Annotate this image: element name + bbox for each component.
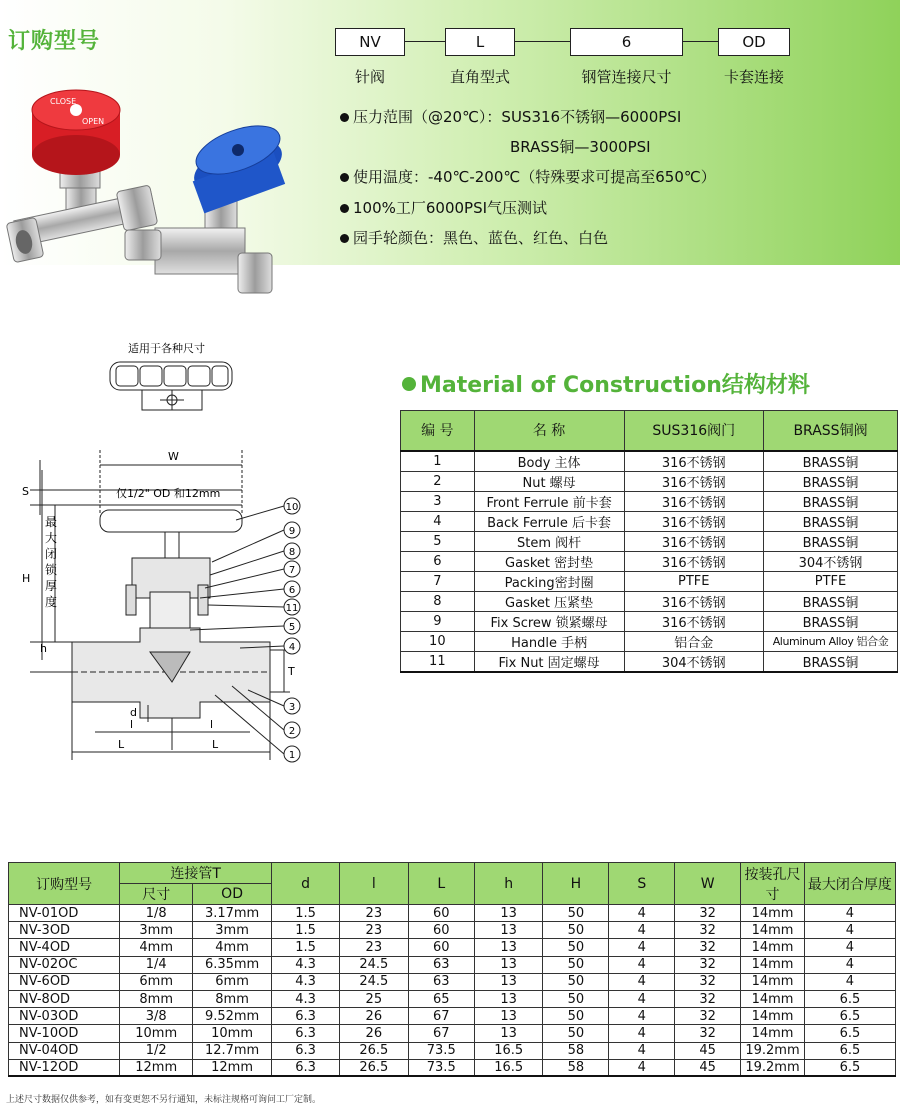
callout-numbers — [190, 498, 300, 762]
dimensions-cell: 4 — [609, 905, 675, 922]
col-H: H — [543, 863, 609, 905]
materials-cell: 4 — [401, 511, 475, 531]
svg-text:闭: 闭 — [45, 547, 58, 561]
note-half-inch: 仅1/2" OD 和12mm — [116, 487, 221, 500]
dimensions-cell: 14mm — [741, 905, 805, 922]
code-connector — [683, 41, 718, 42]
materials-cell: Packing密封圈 — [474, 571, 624, 591]
dimensions-cell: 4 — [804, 956, 895, 973]
dimensions-cell: 6.3 — [272, 1042, 340, 1059]
dimensions-cell: 32 — [675, 973, 741, 990]
col-model: 订购型号 — [9, 863, 120, 905]
dimensions-cell: 24.5 — [340, 973, 408, 990]
dimensions-cell: 67 — [408, 1025, 474, 1042]
materials-cell: BRASS铜 — [764, 591, 898, 611]
col-h: h — [474, 863, 542, 905]
dimensions-cell: NV-01OD — [9, 905, 120, 922]
materials-cell: Stem 阀杆 — [474, 531, 624, 551]
dimensions-cell: 16.5 — [474, 1042, 542, 1059]
callout-10 — [236, 498, 300, 520]
materials-cell: BRASS铜 — [764, 491, 898, 511]
dimensions-cell: 45 — [675, 1042, 741, 1059]
spec-test: 100%工厂6000PSI气压测试 — [340, 197, 547, 218]
dimensions-cell: 6.5 — [804, 990, 895, 1007]
dimensions-cell: 58 — [543, 1059, 609, 1076]
dimensions-cell: 14mm — [741, 990, 805, 1007]
dimensions-cell: 50 — [543, 1008, 609, 1025]
dimensions-cell: 4 — [609, 1008, 675, 1025]
dimensions-cell: 4 — [609, 1059, 675, 1076]
dimensions-cell: 6.35mm — [193, 956, 272, 973]
materials-cell: 9 — [401, 611, 475, 631]
dimensions-cell: 26 — [340, 1025, 408, 1042]
dimensions-cell: NV-10OD — [9, 1025, 120, 1042]
materials-cell: BRASS铜 — [764, 611, 898, 631]
dimensions-cell: NV-02OC — [9, 956, 120, 973]
dimensions-cell: 73.5 — [408, 1059, 474, 1076]
materials-row — [401, 511, 898, 531]
spec-colors: 园手轮颜色：黑色、蓝色、红色、白色 — [340, 227, 608, 248]
svg-text:4: 4 — [288, 642, 296, 653]
dimensions-cell: 4 — [609, 973, 675, 990]
materials-row — [401, 471, 898, 491]
dimensions-cell: 6.5 — [804, 1025, 895, 1042]
materials-cell: BRASS铜 — [764, 451, 898, 472]
dimensions-cell: 6.3 — [272, 1059, 340, 1076]
dimensions-cell: NV-3OD — [9, 922, 120, 939]
dimensions-cell: 4 — [609, 939, 675, 956]
materials-cell: Gasket 压紧垫 — [474, 591, 624, 611]
materials-cell: Body 主体 — [474, 451, 624, 472]
col-name: 名 称 — [474, 411, 624, 451]
dimensions-cell: 45 — [675, 1059, 741, 1076]
dimensions-cell: 4 — [609, 1025, 675, 1042]
callout-6 — [200, 581, 300, 598]
dimensions-cell: 8mm — [120, 990, 193, 1007]
dimensions-cell: 4.3 — [272, 956, 340, 973]
dimensions-cell: 50 — [543, 922, 609, 939]
materials-cell: Gasket 密封垫 — [474, 551, 624, 571]
svg-text:最: 最 — [45, 515, 58, 529]
dim-H: H — [22, 572, 31, 585]
dimensions-cell: 3mm — [120, 922, 193, 939]
dimensions-table — [8, 862, 896, 1077]
svg-text:2: 2 — [288, 726, 296, 737]
col-number: 编 号 — [401, 411, 475, 451]
dimensions-cell: 6.5 — [804, 1042, 895, 1059]
dim-h: h — [40, 642, 47, 655]
dim-S: S — [22, 485, 29, 498]
svg-text:8: 8 — [288, 547, 296, 558]
spec-temperature: 使用温度：-40℃-200℃（特殊要求可提高至650℃） — [340, 166, 716, 187]
materials-row — [401, 531, 898, 551]
materials-row — [401, 631, 898, 651]
col-tube: 连接管T — [120, 863, 272, 884]
svg-text:10: 10 — [285, 502, 299, 513]
materials-cell: Fix Nut 固定螺母 — [474, 651, 624, 672]
svg-text:锁: 锁 — [45, 563, 58, 577]
materials-row — [401, 551, 898, 571]
materials-row — [401, 591, 898, 611]
order-label-6: 钢管连接尺寸 — [581, 68, 672, 86]
dimensions-row — [9, 1059, 896, 1076]
materials-cell: Handle 手柄 — [474, 631, 624, 651]
dimensions-cell: 3/8 — [120, 1008, 193, 1025]
svg-text:厚: 厚 — [45, 579, 58, 593]
dim-W: W — [168, 450, 179, 463]
dimensions-cell: 8mm — [193, 990, 272, 1007]
materials-table — [400, 410, 898, 673]
materials-cell: 铝合金 — [624, 631, 764, 651]
dimensions-cell: 13 — [474, 1025, 542, 1042]
dimensions-cell: 14mm — [741, 956, 805, 973]
vertical-thickness-label — [45, 515, 58, 609]
dimensions-cell: 14mm — [741, 1008, 805, 1025]
materials-cell: 316不锈钢 — [624, 531, 764, 551]
col-sus316: SUS316阀门 — [624, 411, 764, 451]
spec-pressure: 压力范围（@20℃）：SUS316不锈钢—6000PSI — [340, 106, 681, 127]
dimensions-cell: 50 — [543, 905, 609, 922]
materials-table-body — [401, 451, 898, 672]
materials-header-row — [401, 411, 898, 451]
col-S: S — [609, 863, 675, 905]
materials-cell: PTFE — [764, 571, 898, 591]
dimensions-cell: 4 — [804, 922, 895, 939]
dim-L-right: L — [212, 738, 219, 751]
dimensions-row — [9, 905, 896, 922]
dimensions-cell: 14mm — [741, 939, 805, 956]
callout-11 — [208, 599, 300, 615]
materials-cell: 1 — [401, 451, 475, 472]
svg-text:7: 7 — [288, 565, 296, 576]
dimensions-row — [9, 1025, 896, 1042]
materials-cell: PTFE — [624, 571, 764, 591]
handle-close-text: CLOSE — [50, 97, 77, 106]
materials-cell: 316不锈钢 — [624, 451, 764, 472]
dimensions-cell: 10mm — [193, 1025, 272, 1042]
materials-cell: 304不锈钢 — [624, 651, 764, 672]
dimensions-cell: 14mm — [741, 973, 805, 990]
callout-5 — [190, 618, 300, 634]
dimensions-cell: 50 — [543, 939, 609, 956]
dimensions-cell: 12.7mm — [193, 1042, 272, 1059]
materials-cell: 11 — [401, 651, 475, 672]
dim-d: d — [130, 706, 137, 719]
dimensions-cell: 32 — [675, 990, 741, 1007]
materials-cell: Fix Screw 锁紧螺母 — [474, 611, 624, 631]
dimensions-cell: 50 — [543, 990, 609, 1007]
dimensions-cell: 32 — [675, 1025, 741, 1042]
dimensions-cell: 50 — [543, 973, 609, 990]
svg-text:5: 5 — [288, 622, 296, 633]
dimensions-cell: 23 — [340, 905, 408, 922]
dimensions-table-body — [9, 905, 896, 1077]
dim-L-left: L — [118, 738, 125, 751]
dimensions-cell: 6.3 — [272, 1008, 340, 1025]
dimensions-cell: 3.17mm — [193, 905, 272, 922]
dimensions-cell: NV-03OD — [9, 1008, 120, 1025]
dimensions-cell: 12mm — [120, 1059, 193, 1076]
dimensions-cell: 16.5 — [474, 1059, 542, 1076]
dimensions-cell: 13 — [474, 939, 542, 956]
materials-cell: 316不锈钢 — [624, 511, 764, 531]
dimensions-cell: 60 — [408, 905, 474, 922]
dimensions-cell: 6mm — [120, 973, 193, 990]
dimensions-cell: 4 — [609, 956, 675, 973]
dimensions-cell: 1/4 — [120, 956, 193, 973]
col-l: l — [340, 863, 408, 905]
order-label-od: 卡套连接 — [723, 68, 784, 86]
materials-cell: 6 — [401, 551, 475, 571]
materials-cell: 304不锈钢 — [764, 551, 898, 571]
materials-cell: 316不锈钢 — [624, 491, 764, 511]
materials-row — [401, 451, 898, 472]
dimensions-cell: 63 — [408, 956, 474, 973]
dimensions-cell: 32 — [675, 956, 741, 973]
dimensions-cell: 26.5 — [340, 1042, 408, 1059]
knob-top-view — [110, 362, 232, 410]
dimensions-cell: 13 — [474, 905, 542, 922]
materials-cell: 316不锈钢 — [624, 591, 764, 611]
dimensions-cell: 4mm — [120, 939, 193, 956]
dimensions-cell: NV-6OD — [9, 973, 120, 990]
col-size: 尺寸 — [120, 884, 193, 905]
dimensions-cell: NV-4OD — [9, 939, 120, 956]
spec-pressure-brass: BRASS铜—3000PSI — [510, 138, 651, 156]
dimensions-cell: 50 — [543, 956, 609, 973]
materials-cell: 3 — [401, 491, 475, 511]
materials-cell: 316不锈钢 — [624, 551, 764, 571]
dimensions-cell: 63 — [408, 973, 474, 990]
dim-T: T — [288, 665, 295, 678]
dimensions-cell: 14mm — [741, 1025, 805, 1042]
col-d: d — [272, 863, 340, 905]
materials-cell: 316不锈钢 — [624, 471, 764, 491]
order-code-l: L — [445, 28, 515, 56]
dimensions-cell: 58 — [543, 1042, 609, 1059]
dimensions-row — [9, 939, 896, 956]
materials-cell: BRASS铜 — [764, 531, 898, 551]
knob-caption: 适用于各种尺寸 — [128, 342, 205, 355]
dimensions-cell: 10mm — [120, 1025, 193, 1042]
dimensions-cell: 4.3 — [272, 990, 340, 1007]
svg-text:6: 6 — [288, 585, 296, 596]
dimensions-cell: 13 — [474, 990, 542, 1007]
materials-row — [401, 611, 898, 631]
dimensions-cell: 23 — [340, 922, 408, 939]
svg-text:1: 1 — [288, 750, 296, 761]
dimensions-cell: 19.2mm — [741, 1059, 805, 1076]
materials-cell: BRASS铜 — [764, 471, 898, 491]
materials-title: Material of Construction结构材料 — [402, 368, 810, 399]
dimensions-cell: 4 — [609, 1042, 675, 1059]
dimensions-cell: 73.5 — [408, 1042, 474, 1059]
svg-text:大: 大 — [45, 531, 58, 545]
materials-cell: 5 — [401, 531, 475, 551]
dimensions-cell: 4.3 — [272, 973, 340, 990]
dimensions-cell: 67 — [408, 1008, 474, 1025]
dimensions-cell: 4 — [804, 939, 895, 956]
dimensions-row — [9, 1008, 896, 1025]
dimensions-cell: 4 — [804, 973, 895, 990]
materials-row — [401, 651, 898, 672]
page-title: 订购型号 — [8, 29, 101, 54]
col-max-thickness: 最大闭合厚度 — [804, 863, 895, 905]
dimensions-cell: 32 — [675, 922, 741, 939]
dimensions-cell: 6.5 — [804, 1008, 895, 1025]
materials-cell: 10 — [401, 631, 475, 651]
dimensions-cell: 14mm — [741, 922, 805, 939]
dimensions-cell: 60 — [408, 939, 474, 956]
dimensions-row — [9, 922, 896, 939]
dimensions-cell: 32 — [675, 1008, 741, 1025]
col-L: L — [408, 863, 474, 905]
svg-text:3: 3 — [288, 702, 296, 713]
dimensions-cell: 1.5 — [272, 905, 340, 922]
dimensions-cell: 50 — [543, 1025, 609, 1042]
order-label-l: 直角型式 — [449, 68, 510, 86]
dimensions-row — [9, 956, 896, 973]
materials-cell: 7 — [401, 571, 475, 591]
dimensions-cell: 60 — [408, 922, 474, 939]
footnote: 上述尺寸数据仅供参考，如有变更恕不另行通知，未标注规格可询问工厂定制。 — [6, 1095, 322, 1105]
dimensions-cell: NV-12OD — [9, 1059, 120, 1076]
dimensions-cell: 13 — [474, 1008, 542, 1025]
dimensions-cell: 1.5 — [272, 939, 340, 956]
dimensions-cell: NV-04OD — [9, 1042, 120, 1059]
materials-cell: Front Ferrule 前卡套 — [474, 491, 624, 511]
dimensions-cell: 19.2mm — [741, 1042, 805, 1059]
col-W: W — [675, 863, 741, 905]
dimensions-cell: 25 — [340, 990, 408, 1007]
materials-cell: Aluminum Alloy 铝合金 — [764, 631, 898, 651]
col-od: OD — [193, 884, 272, 905]
dimensions-cell: 1/2 — [120, 1042, 193, 1059]
dimensions-row — [9, 990, 896, 1007]
materials-row — [401, 491, 898, 511]
dimensions-cell: NV-8OD — [9, 990, 120, 1007]
dimensions-cell: 1/8 — [120, 905, 193, 922]
dimensions-cell: 12mm — [193, 1059, 272, 1076]
dimensions-cell: 26.5 — [340, 1059, 408, 1076]
dimensions-cell: 6.5 — [804, 1059, 895, 1076]
dimensions-cell: 4 — [804, 905, 895, 922]
dimensions-row — [9, 1042, 896, 1059]
svg-text:9: 9 — [288, 526, 296, 537]
valve-dimension-drawing — [0, 330, 400, 790]
dimensions-cell: 13 — [474, 973, 542, 990]
dimensions-cell: 6.3 — [272, 1025, 340, 1042]
dimensions-cell: 4 — [609, 990, 675, 1007]
order-code-nv: NV — [335, 28, 405, 56]
order-code-od: OD — [718, 28, 790, 56]
code-connector — [515, 41, 570, 42]
svg-text:11: 11 — [285, 603, 299, 614]
dimensions-cell: 26 — [340, 1008, 408, 1025]
dimensions-cell: 13 — [474, 956, 542, 973]
dimensions-cell: 1.5 — [272, 922, 340, 939]
col-hole: 按装孔尺寸 — [741, 863, 805, 905]
dimensions-cell: 6mm — [193, 973, 272, 990]
dimensions-cell: 13 — [474, 922, 542, 939]
materials-row — [401, 571, 898, 591]
dimensions-cell: 24.5 — [340, 956, 408, 973]
dimensions-row — [9, 973, 896, 990]
dim-header-row — [9, 863, 896, 884]
dim-l-right: l — [210, 718, 214, 731]
dimensions-cell: 65 — [408, 990, 474, 1007]
dimensions-cell: 4mm — [193, 939, 272, 956]
dimensions-cell: 23 — [340, 939, 408, 956]
materials-cell: Back Ferrule 后卡套 — [474, 511, 624, 531]
dimensions-cell: 4 — [609, 922, 675, 939]
dimensions-cell: 32 — [675, 905, 741, 922]
col-brass: BRASS铜阀 — [764, 411, 898, 451]
materials-cell: BRASS铜 — [764, 511, 898, 531]
svg-text:度: 度 — [45, 595, 58, 609]
dim-l-left: l — [130, 718, 134, 731]
handle-open-text: OPEN — [82, 117, 105, 126]
dimensions-cell: 3mm — [193, 922, 272, 939]
materials-cell: 316不锈钢 — [624, 611, 764, 631]
order-code-6: 6 — [570, 28, 683, 56]
dimensions-cell: 9.52mm — [193, 1008, 272, 1025]
dimensions-cell: 32 — [675, 939, 741, 956]
valve-product-image — [0, 88, 320, 298]
order-label-nv: 针阀 — [354, 68, 385, 86]
materials-cell: 8 — [401, 591, 475, 611]
materials-cell: 2 — [401, 471, 475, 491]
code-connector — [405, 41, 445, 42]
materials-cell: Nut 螺母 — [474, 471, 624, 491]
materials-cell: BRASS铜 — [764, 651, 898, 672]
